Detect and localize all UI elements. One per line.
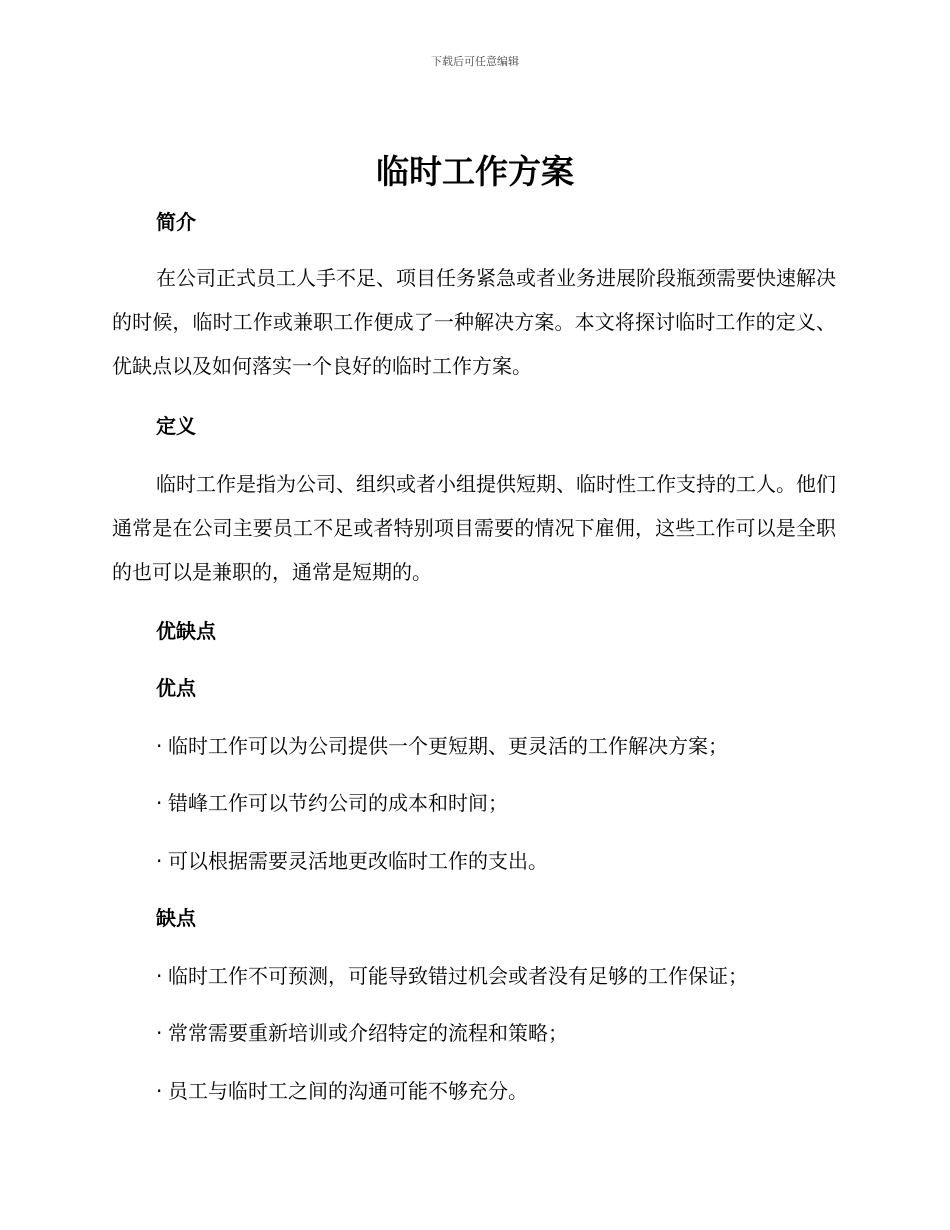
list-item-text: 员工与临时工之间的沟通可能不够充分。	[168, 1079, 528, 1103]
bullet-icon: ·	[156, 849, 163, 873]
bullet-icon: ·	[156, 734, 163, 758]
heading-definition: 定义	[156, 414, 196, 438]
bullet-icon: ·	[156, 1021, 163, 1045]
list-item-text: 可以根据需要灵活地更改临时工作的支出。	[168, 849, 548, 873]
list-item-pro-3	[156, 846, 548, 876]
list-item-text: 错峰工作可以节约公司的成本和时间；	[168, 791, 508, 815]
paragraph-intro: 在公司正式员工人手不足、项目任务紧急或者业务进展阶段瓶颈需要快速解决的时候，临时工作或兼职工作便成了一种解决方案。本文将探讨临时工作的定义、优缺点以及如何落实一个良好的临时工作方案。	[112, 266, 836, 378]
bullet-icon: ·	[156, 1079, 163, 1103]
header-note: 下载后可任意编辑	[431, 55, 519, 68]
heading-intro: 简介	[156, 210, 196, 234]
list-item-pro-2	[156, 788, 508, 818]
list-item-text: 常常需要重新培训或介绍特定的流程和策略；	[168, 1021, 568, 1045]
paragraph-definition: 临时工作是指为公司、组织或者小组提供短期、临时性工作支持的工人。他们通常是在公司主要员工不足或者特别项目需要的情况下雇佣，这些工作可以是全职的也可以是兼职的，通常是短期的。	[112, 472, 836, 584]
heading-cons: 缺点	[156, 906, 196, 930]
list-item-con-1	[156, 961, 748, 991]
heading-pros: 优点	[156, 676, 196, 700]
list-item-con-2	[156, 1018, 568, 1048]
bullet-icon: ·	[156, 791, 163, 815]
list-item-pro-1	[156, 731, 728, 761]
list-item-text: 临时工作不可预测，可能导致错过机会或者没有足够的工作保证；	[168, 964, 748, 988]
bullet-icon: ·	[156, 964, 163, 988]
document-title: 临时工作方案	[376, 152, 574, 191]
list-item-con-3	[156, 1076, 528, 1106]
heading-pros-cons: 优缺点	[156, 619, 216, 643]
list-item-text: 临时工作可以为公司提供一个更短期、更灵活的工作解决方案；	[168, 734, 728, 758]
